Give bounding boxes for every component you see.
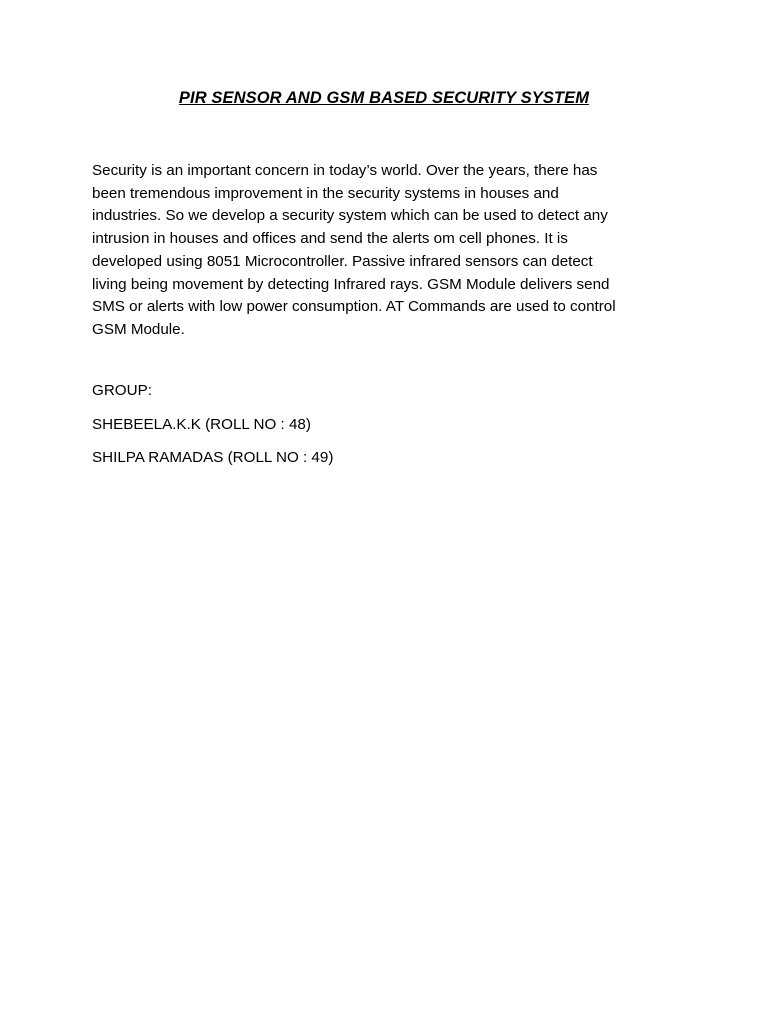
abstract-paragraph bbox=[92, 160, 692, 342]
document-title: PIR SENSOR AND GSM BASED SECURITY SYSTEM bbox=[178, 89, 590, 107]
paragraph-line: GSM Module. bbox=[92, 320, 185, 338]
paragraph-line: living being movement by detecting Infrared rays. GSM Module delivers send bbox=[92, 275, 610, 293]
paragraph-line: been tremendous improvement in the security systems in houses and bbox=[92, 184, 559, 202]
paragraph-line: intrusion in houses and offices and send the alerts om cell phones. It is bbox=[92, 230, 568, 248]
group-member: SHILPA RAMADAS (ROLL NO : 49) bbox=[92, 449, 334, 466]
group-label: GROUP: bbox=[92, 382, 152, 399]
group-member: SHEBEELA.K.K (ROLL NO : 48) bbox=[92, 416, 311, 433]
paragraph-line: Security is an important concern in today’s world. Over the years, there has bbox=[92, 162, 598, 179]
paragraph-line: developed using 8051 Microcontroller. Passive infrared sensors can detect bbox=[92, 252, 593, 270]
paragraph-line: SMS or alerts with low power consumption. AT Commands are used to control bbox=[92, 298, 616, 316]
paragraph-line: industries. So we develop a security system which can be used to detect any bbox=[92, 207, 608, 225]
